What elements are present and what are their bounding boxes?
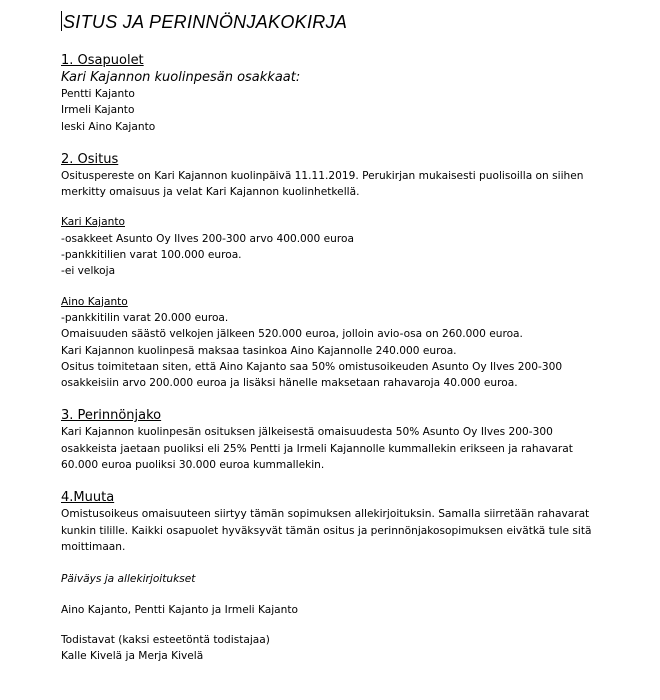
paragraph-line: Kari Kajannon kuolinpesän osituksen jälkeisestä omaisuudesta 50% Asunto Oy Ilves 200-300: [61, 426, 553, 439]
date-signature-label: Päiväys ja allekirjoitukset: [61, 573, 196, 586]
paragraph-line: Omistusoikeus omaisuuteen siirtyy tämän sopimuksen allekirjoituksin. Samalla siirretään rahavarat: [61, 508, 590, 521]
section-heading: 1. Osapuolet: [61, 53, 144, 68]
signers-line: Aino Kajanto, Pentti Kajanto ja Irmeli Kajanto: [61, 603, 299, 616]
paragraph-line: osakkeisiin arvo 200.000 euroa ja lisäksi hänelle maksetaan rahavaroja 40.000 euroa.: [61, 377, 518, 390]
section-heading: 2. Ositus: [61, 151, 119, 167]
text-cursor: [61, 11, 62, 31]
party-name: Pentti Kajanto: [61, 88, 135, 100]
signature-block: [61, 571, 621, 664]
paragraph-line: kunkin tilille. Kaikki osapuolet hyväksyvät tämän ositus ja perinnönjakosopimuksen eivätkä tule sitä: [61, 524, 592, 537]
paragraph-line: Kari Kajannon kuolinpesä maksaa tasinkoa Aino Kajannolle 240.000 euroa.: [61, 344, 457, 357]
paragraph-line: merkitty omaisuus ja velat Kari Kajannon kuolinhetkellä.: [61, 186, 360, 199]
section-osapuolet: [61, 52, 621, 135]
paragraph-line: Ositus toimitetaan siten, että Aino Kajanto saa 50% omistusoikeuden Asunto Oy Ilves 200-300: [61, 360, 563, 373]
party-name: Irmeli Kajanto: [61, 104, 135, 117]
section-perinnonjako: [61, 407, 621, 473]
document-title: [61, 8, 347, 36]
paragraph-line: moittimaan.: [61, 540, 126, 553]
person-heading: Kari Kajanto: [61, 216, 125, 229]
paragraph-line: osakkeista jaetaan puoliksi eli 25% Pentti ja Irmeli Kajannolle kummallekin erikseen ja rahavarat: [61, 442, 573, 455]
paragraph-line: Osituspereste on Kari Kajannon kuolinpäivä 11.11.2019. Perukirjan mukaisesti puolisoilla on siihen: [61, 169, 584, 182]
section-ositus: [61, 151, 621, 392]
party-name: leski Aino Kajanto: [61, 120, 156, 133]
paragraph-line: 60.000 euroa puoliksi 30.000 euroa kummallekin.: [61, 459, 325, 472]
section-subheading: Kari Kajannon kuolinpesän osakkaat:: [61, 70, 301, 85]
document-title-text: SITUS JA PERINNÖNJAKOKIRJA: [63, 12, 348, 32]
asset-line: -osakkeet Asunto Oy Ilves 200-300 arvo 400.000 euroa: [61, 232, 354, 245]
witness-names: Kalle Kivelä ja Merja Kivelä: [61, 650, 204, 663]
witness-label: Todistavat (kaksi esteetöntä todistajaa): [61, 633, 270, 646]
paragraph-line: Omaisuuden säästö velkojen jälkeen 520.000 euroa, jolloin avio-osa on 260.000 euroa.: [61, 328, 523, 341]
person-heading: Aino Kajanto: [61, 295, 128, 308]
section-heading: 4.Muuta: [61, 490, 115, 506]
asset-line: -pankkitilin varat 20.000 euroa.: [61, 311, 229, 324]
asset-line: -pankkitilien varat 100.000 euroa.: [61, 249, 242, 262]
section-heading: 3. Perinnönjako: [61, 408, 162, 424]
document-body: [61, 52, 621, 664]
asset-line: -ei velkoja: [61, 265, 116, 278]
section-muuta: [61, 489, 621, 555]
